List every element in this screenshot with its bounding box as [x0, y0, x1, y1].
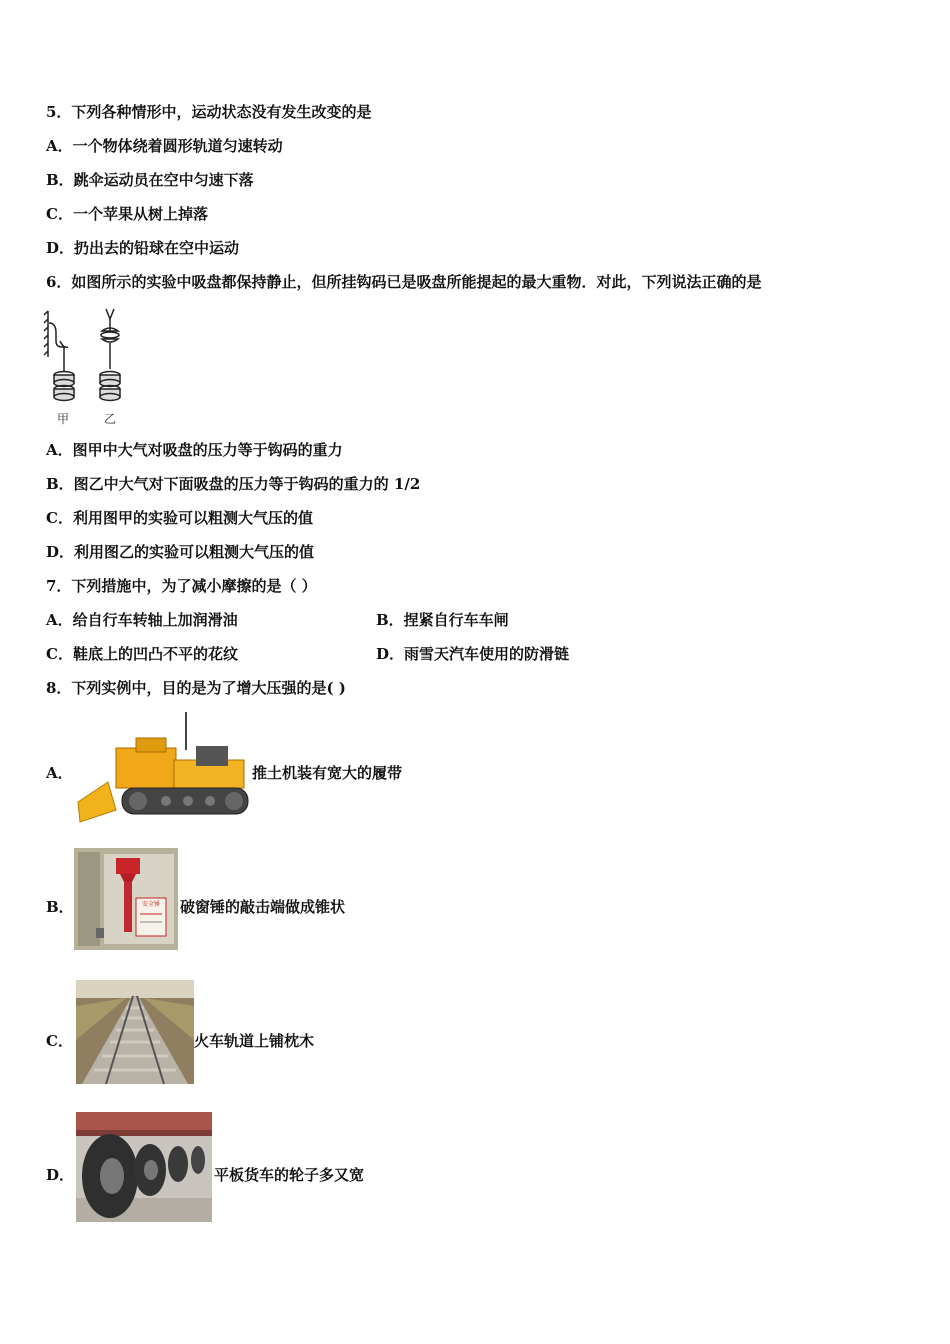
q6-stem: 6．如图所示的实验中吸盘都保持静止，但所挂钩码已是吸盘所能提起的最大重物．对此，下列说法正确的是 [46, 273, 762, 291]
q8-option-c-letter: C． [46, 1032, 73, 1050]
q8-option-a-text: 推土机装有宽大的履带 [252, 764, 403, 782]
figure-label-yi: 乙 [104, 412, 117, 426]
q8-option-c-text: 火车轨道上铺枕木 [194, 1032, 315, 1050]
q7-option-c: C．鞋底上的凹凸不平的花纹 [46, 645, 238, 663]
q8-option-d-letter: D． [46, 1166, 75, 1184]
q5-option-a: A．一个物体绕着圆形轨道匀速转动 [46, 137, 283, 155]
window-hammer-image [74, 848, 178, 950]
figure-label-jia: 甲 [57, 412, 70, 426]
q6-option-b: B．图乙中大气对下面吸盘的压力等于钩码的重力的 1/2 [46, 475, 421, 493]
railway-track-image [76, 980, 194, 1084]
q5-stem: 5．下列各种情形中，运动状态没有发生改变的是 [46, 103, 372, 121]
q8-option-a-letter: A． [46, 764, 73, 782]
figure-yi [100, 309, 120, 401]
q5-option-d: D．扔出去的铅球在空中运动 [46, 239, 240, 257]
q8-option-d-text: 平板货车的轮子多又宽 [214, 1166, 365, 1184]
q6-option-c: C．利用图甲的实验可以粗测大气压的值 [46, 509, 313, 527]
q5-option-c: C．一个苹果从树上掉落 [46, 205, 208, 223]
hammer-sign-text: 安全锤 [141, 901, 161, 908]
q5-option-b: B．跳伞运动员在空中匀速下落 [46, 171, 254, 189]
q8-option-b-text: 破窗锤的敲击端做成锥状 [180, 898, 346, 916]
q8-option-b-letter: B． [46, 898, 74, 916]
q6-option-d: D．利用图乙的实验可以粗测大气压的值 [46, 543, 315, 561]
suction-cup-figure [40, 305, 130, 415]
truck-wheels-image [76, 1112, 212, 1222]
figure-jia [44, 311, 74, 401]
q7-stem: 7．下列措施中，为了减小摩擦的是（ ） [46, 577, 317, 595]
q7-option-b: B．捏紧自行车车闸 [376, 611, 509, 629]
bulldozer-image [76, 710, 252, 825]
q7-option-d: D．雨雪天汽车使用的防滑链 [376, 645, 570, 663]
q7-option-a: A．给自行车转轴上加润滑油 [46, 611, 238, 629]
q6-option-a: A．图甲中大气对吸盘的压力等于钩码的重力 [46, 441, 343, 459]
q8-stem: 8．下列实例中，目的是为了增大压强的是( ) [46, 679, 346, 697]
